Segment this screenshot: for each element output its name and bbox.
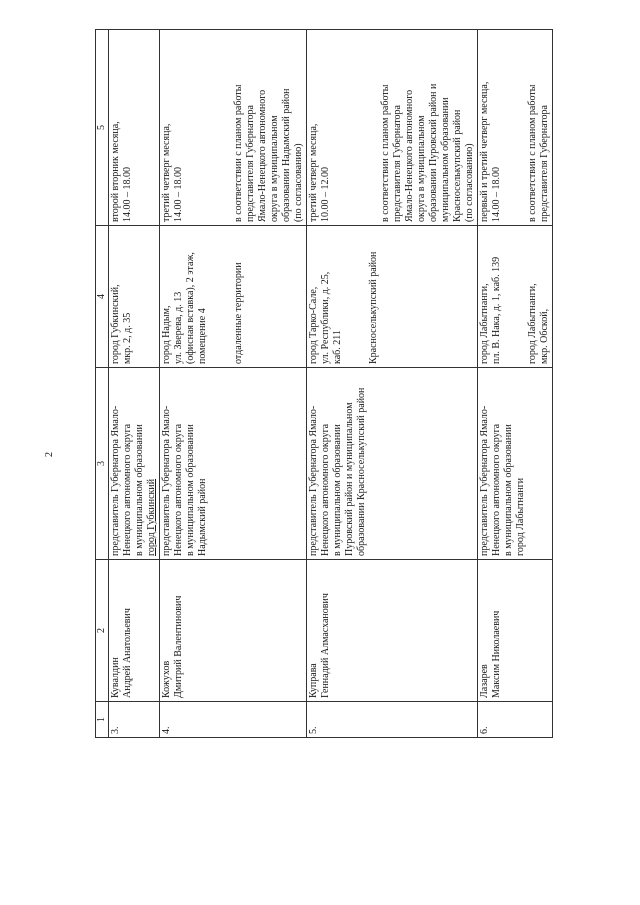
position-line: Ненецкого автономного округа [122,423,133,556]
schedule-line: образовании Пуровский район и [428,83,439,222]
person-name-cell [478,560,553,702]
person-given-names: Андрей Анатольевич [122,608,133,698]
schedule-line: Красноселькупский район [452,109,463,222]
schedule-cell [478,30,553,226]
schedule-line: 14.00 – 18.00 [122,167,133,222]
position-line: город Лабытнанги [515,477,526,556]
reception-schedule-table [95,29,553,738]
address-line: город Лабытнанги, [479,283,490,364]
person-name-cell [160,560,307,702]
column-number-row [96,30,109,738]
schedule-line: в соответствии с планом работы [233,84,244,222]
schedule-line: 14.00 – 18.00 [173,167,184,222]
schedule-line: третий четверг месяца, [308,123,319,222]
address-line: Красноселькупский район [368,251,379,364]
schedule-line: второй вторник месяца, [110,121,121,222]
column-header: 4 [96,226,109,368]
position-cell [307,368,478,560]
address-line: мкр. 2, д. 35 [122,312,133,364]
spacer [503,229,527,364]
schedule-line: первый и третий четверг месяца, [479,81,490,222]
address-line: каб. 211 [332,330,343,364]
schedule-line: 10.00 – 12.00 [320,167,331,222]
schedule-line: образовании Надымский район [281,88,292,222]
position-line: в муниципальном образовании [332,424,343,556]
position-line: в муниципальном образовании [185,424,196,556]
position-line: представитель Губернатора Ямало- [161,405,172,556]
schedule-line: (по согласованию) [293,143,304,222]
spacer [185,33,209,222]
position-line: в муниципальном образовании [503,424,514,556]
table-row [307,30,478,738]
address-line: ул. Зверева, д. 13 [173,291,184,364]
address-line: мкр. Обской, [539,308,550,364]
spacer [209,33,233,222]
column-header: 1 [96,702,109,738]
position-line: в муниципальном образовании [134,424,145,556]
column-header: 3 [96,368,109,560]
schedule-line: представителя Губернатора [539,105,550,222]
schedule-line: округа в муниципальном [269,115,280,222]
person-surname: Кожухов [161,660,172,698]
address-cell [307,226,478,368]
position-line: город Губкинский [146,478,157,556]
column-header: 2 [96,560,109,702]
position-line: образовании Красноселькупский район [356,387,367,556]
schedule-line: округа в муниципальном [416,115,427,222]
schedule-line: Ямало-Ненецкого автономного [404,89,415,222]
position-line: Ненецкого автономного округа [491,423,502,556]
table-row [478,30,553,738]
address-cell [478,226,553,368]
position-cell [160,368,307,560]
spacer [332,33,356,222]
row-number: 6. [478,702,553,738]
person-given-names: Геннадий Алмасханович [320,593,331,698]
schedule-line: 14.00 – 18.00 [491,167,502,222]
address-line: ул. Республики, д. 25, [320,271,331,364]
row-number: 5. [307,702,478,738]
spacer [209,229,233,364]
person-given-names: Дмитрий Валентинович [173,595,184,698]
row-number: 3. [109,702,160,738]
position-cell [478,368,553,560]
address-line: пл. В. Нака, д. 1, каб. 139 [491,256,502,364]
position-line: представитель Губернатора Ямало- [479,405,490,556]
position-line: представитель Губернатора Ямало- [110,405,121,556]
position-line: Надымский район [197,478,208,556]
schedule-cell [307,30,478,226]
row-number: 4. [160,702,307,738]
address-line: (офисная вставка), 2 этаж, [185,252,196,364]
rotated-table-container [95,30,550,738]
person-name-cell [109,560,160,702]
spacer [356,33,380,222]
column-header: 5 [96,30,109,226]
position-line: Ненецкого автономного округа [173,423,184,556]
address-line: отдаленные территории [233,262,244,364]
person-surname: Кувалдин [110,657,121,698]
schedule-line: представителя Губернатора [392,105,403,222]
position-line: Пуровский район и муниципальном [344,402,355,556]
schedule-cell [109,30,160,226]
person-surname: Куправа [308,663,319,698]
schedule-cell [160,30,307,226]
spacer [503,33,527,222]
table-row [160,30,307,738]
page-number: 2 [44,452,55,457]
person-given-names: Максим Николаевич [491,610,502,698]
address-line: город Лабытнанги, [527,283,538,364]
address-cell [160,226,307,368]
address-line: помещение 4 [197,308,208,364]
schedule-line: представителя Губернатора [245,105,256,222]
position-line: представитель Губернатора Ямало- [308,405,319,556]
address-line: город Тарко-Сале, [308,286,319,364]
address-line: город Губкинский, [110,284,121,364]
schedule-line: Ямало-Ненецкого автономного [257,89,268,222]
address-line: город Надым, [161,305,172,364]
spacer [344,229,368,364]
position-cell [109,368,160,560]
table-row [109,30,160,738]
schedule-line: муниципальном образовании [440,97,451,222]
address-cell [109,226,160,368]
schedule-line: третий четверг месяца, [161,123,172,222]
schedule-line: в соответствии с планом работы [527,84,538,222]
position-line: Ненецкого автономного округа [320,423,331,556]
person-name-cell [307,560,478,702]
schedule-line: в соответствии с планом работы [380,84,391,222]
schedule-line: (по согласованию) [464,143,475,222]
person-surname: Лазарев [479,664,490,698]
